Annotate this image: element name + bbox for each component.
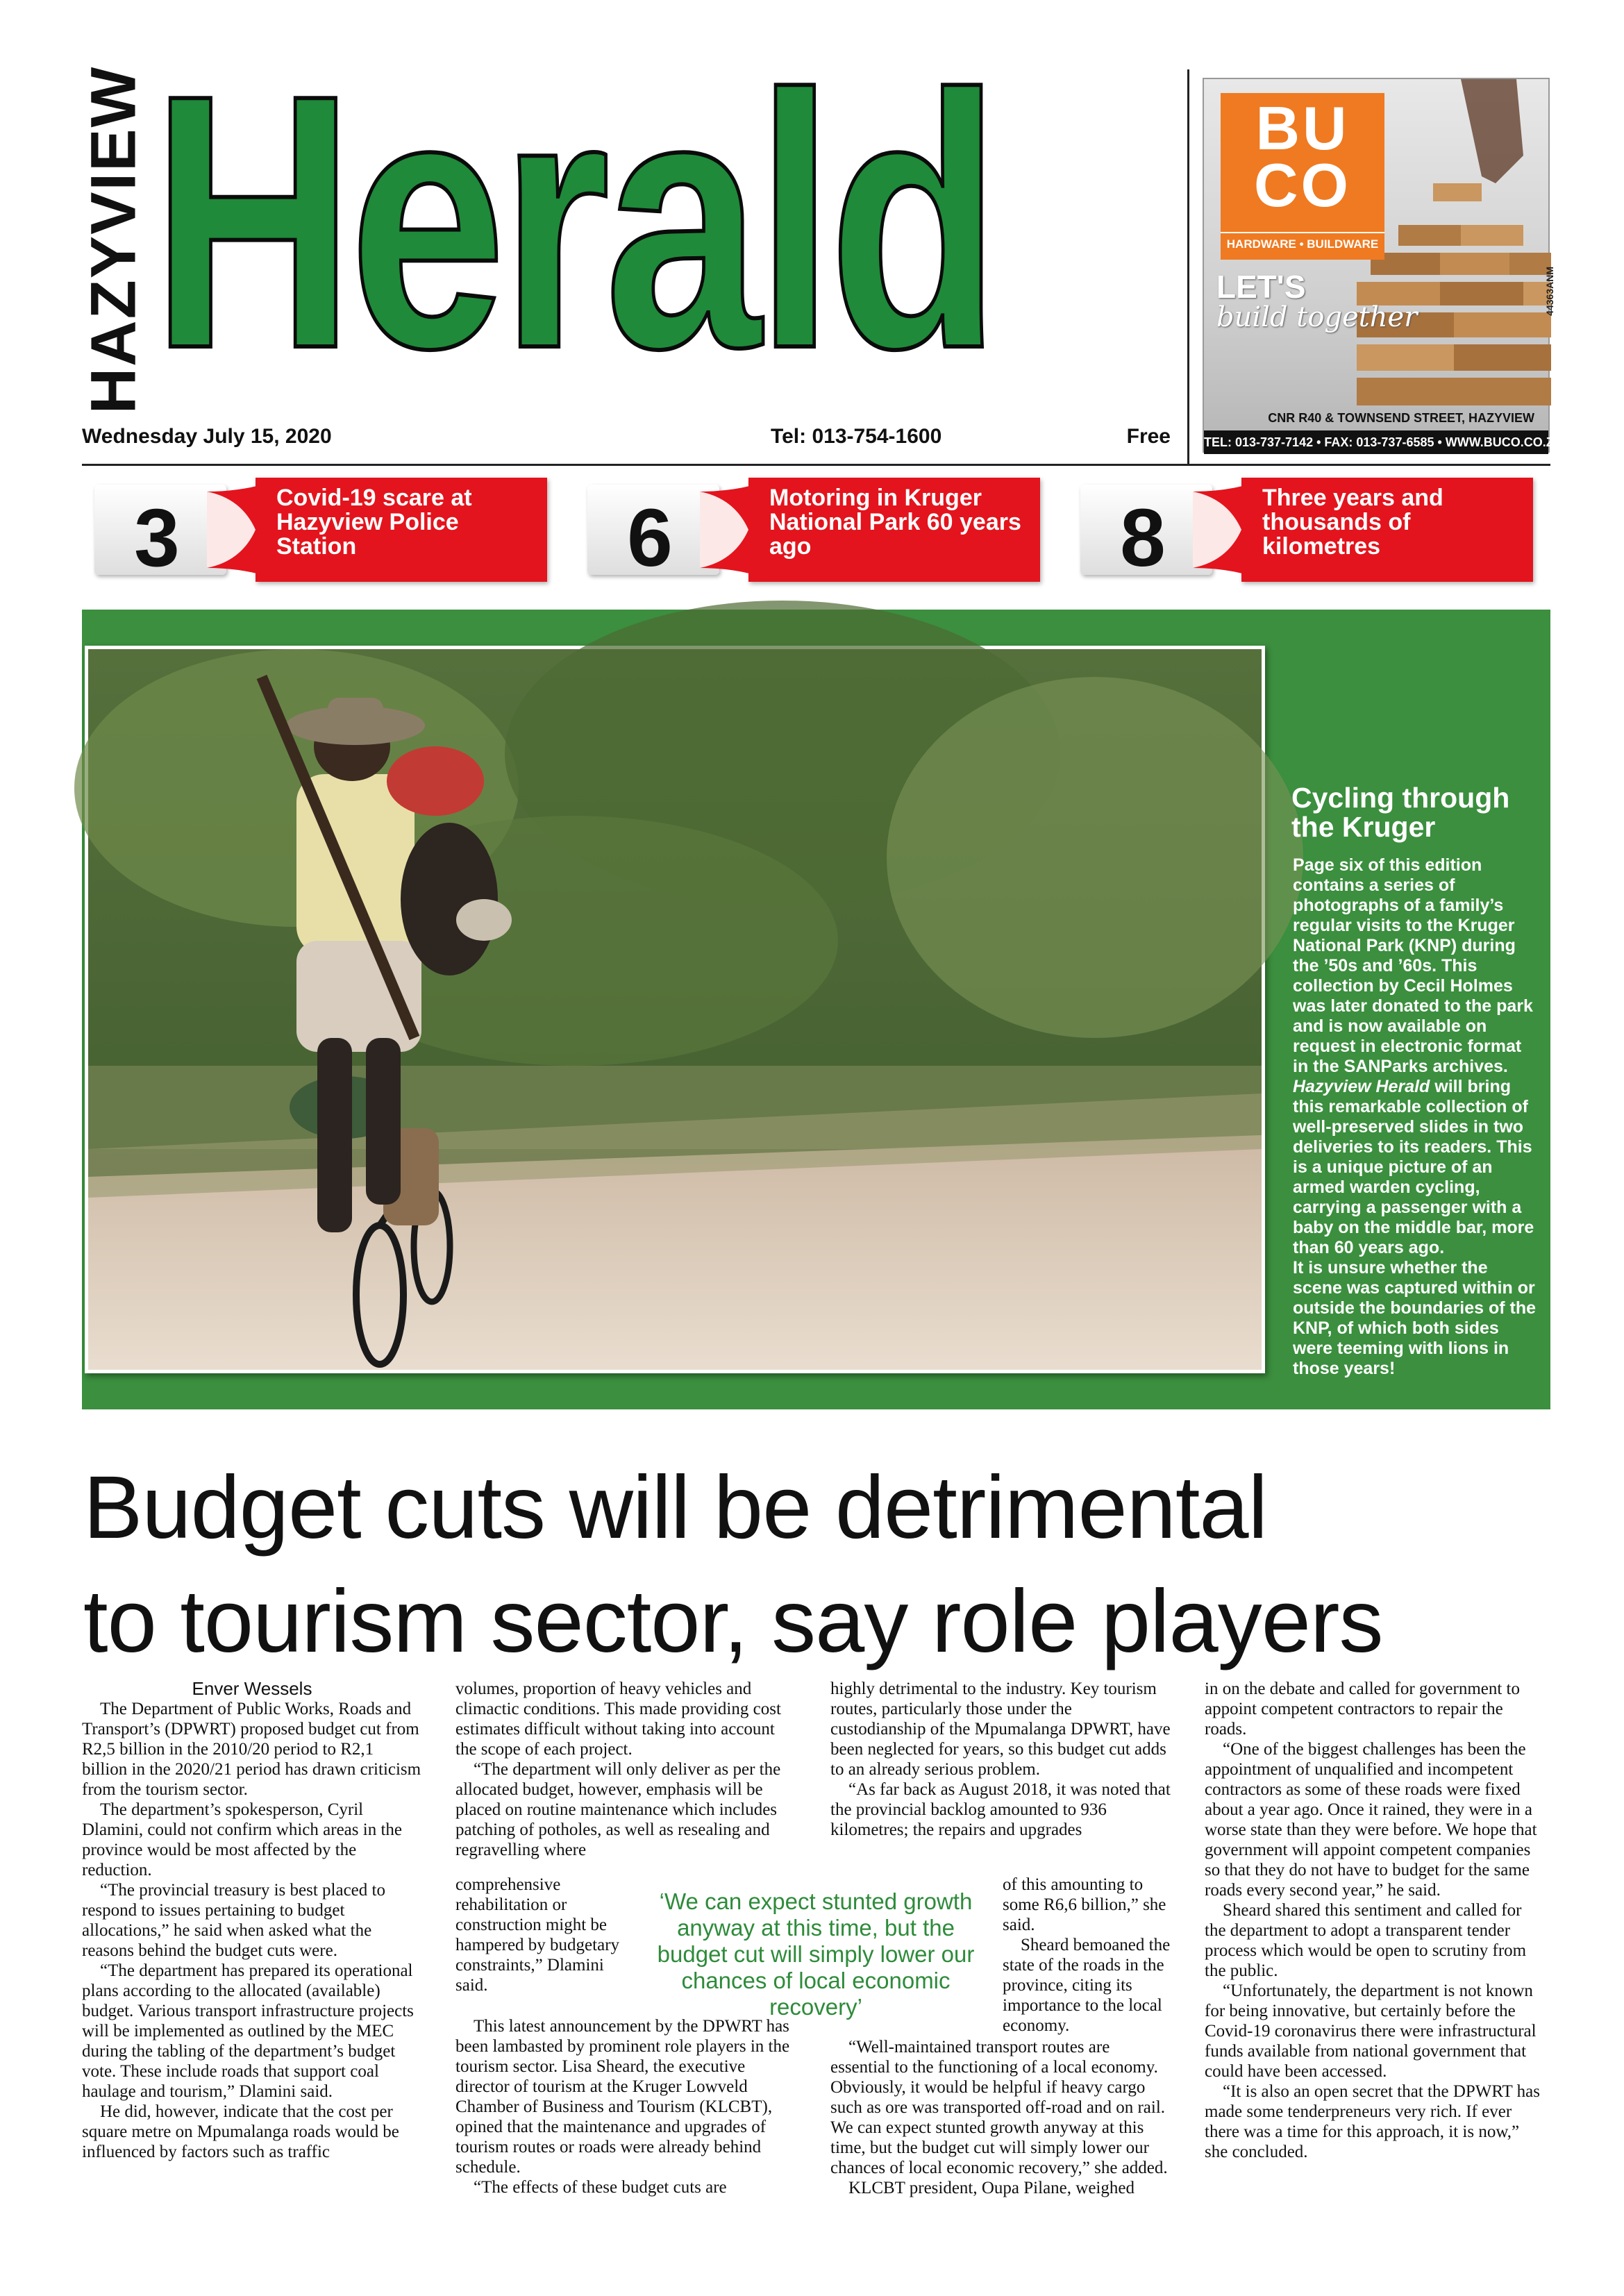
teaser-text: Motoring in Kruger National Park 60 years ago	[769, 485, 1021, 560]
paragraph: KLCBT president, Oupa Pilane, weighed	[848, 2179, 1135, 2197]
swoosh-icon	[1193, 478, 1269, 582]
pull-quote: ‘We can expect stunted growth anyway at this time, but the budget cut will simply lower our chances of local economic recovery’	[657, 1888, 975, 2020]
masthead-title: Herald	[151, 20, 996, 424]
paragraph: Sheard bemoaned the state of the roads in the province, citing its importance to the local economy.	[1003, 1936, 1171, 2035]
paragraph: He did, however, indicate that the cost per square metre on Mpumalanga roads would be influenced by factors such as traffic	[82, 2102, 399, 2161]
article-column-2-narrow	[455, 1875, 629, 1995]
article-column-2-bottom	[455, 2016, 796, 2197]
teaser-page-number: 3	[134, 492, 180, 584]
paragraph: volumes, proportion of heavy vehicles and climactic conditions. This made providing cost estimates difficult without taking into account the scope of each project.	[455, 1679, 781, 1759]
teaser-page-number: 6	[627, 492, 673, 584]
phone-number: Tel: 013-754-1600	[771, 425, 942, 448]
header-rule	[82, 464, 1550, 466]
paragraph: “The effects of these budget cuts are	[474, 2178, 727, 2197]
article-column-3-narrow	[1003, 1875, 1173, 2036]
cyclist-photo[interactable]	[85, 646, 1265, 1373]
teaser-page-6[interactable]	[575, 478, 1040, 582]
ad-slogan-line1: LET'S	[1216, 269, 1306, 305]
sidebar-body: Page six of this edition contains a series of photographs of a family’s regular visits to the Kruger National Park (KNP) during the ’50s and ’60s. This collection by Cecil Holmes was later donated to the park and is now available on request in electronic format in the SANParks archives. Hazyview Herald will bring this remarkable collection of well-preserved slides in two deliveries to its readers. This is a unique picture of an armed warden cycling, carrying a passenger with a baby on the middle bar, more than 60 years ago. It is unsure whether the scene was captured within or outside the boundaries of the KNP, of which both sides were teeming with lions in those years!	[1293, 855, 1537, 1378]
publication-name: Hazyview Herald	[1293, 1077, 1430, 1096]
ad-contact: TEL: 013-737-7142 • FAX: 013-737-6585 • WWW.BUCO.CO.ZA	[1204, 430, 1548, 454]
teaser-page-3[interactable]	[82, 478, 547, 582]
buco-advert[interactable]	[1203, 78, 1563, 453]
ad-slogan-line2: build together	[1216, 301, 1418, 333]
article-column-2	[455, 1679, 796, 1860]
paragraph: The department’s spokesperson, Cyril Dlamini, could not confirm which areas in the province would be most affected by the reduction.	[82, 1800, 402, 1879]
paragraph: highly detrimental to the industry. Key tourism routes, particularly those under the custodianship of the Mpumalanga DPWRT, have been neglected for years, so this budget cut adds to an already serious problem.	[830, 1679, 1171, 1779]
masthead-kicker: HAZYVIEW	[78, 65, 149, 414]
article-column-1	[82, 1679, 422, 2162]
article-column-3-bottom	[830, 2037, 1171, 2198]
ad-address: CNR R40 & TOWNSEND STREET, HAZYVIEW	[1268, 411, 1534, 425]
paragraph: This latest announcement by the DPWRT has been lambasted by prominent role players in the tourism sector. Lisa Sheard, the executive director of tourism at the Kruger Lowveld Chamber of Business and Tourism (KLCBT), opined that the maintenance and upgrades of tourism routes or roads were already behind schedule.	[455, 2017, 790, 2177]
paragraph: “The provincial treasury is best placed to respond to issues pertaining to budget allocations,” he said when asked what the reasons behind the budget cuts were.	[82, 1881, 385, 1960]
paragraph: The Department of Public Works, Roads and Transport’s (DPWRT) proposed budget cut from R2,5 billion in the 2010/20 period to R2,1 billion in the 2020/21 period has drawn criticism from the tourism sector.	[82, 1700, 421, 1799]
article-column-4	[1205, 1679, 1545, 2162]
paragraph: comprehensive rehabilitation or construction might be hampered by budgetary constraints,” Dlamini said.	[455, 1875, 620, 1995]
paragraph: Sheard shared this sentiment and called for the department to adopt a transparent tender process which would be open to scrutiny from the public.	[1205, 1901, 1527, 1980]
teaser-page-number: 8	[1120, 492, 1166, 584]
cyclist-illustration	[88, 649, 1262, 1370]
paragraph: “One of the biggest challenges has been the appointment of unqualified and incompetent contractors as some of these roads were fixed about a year ago. Once it rained, they were in a worse state than they were before. We hope that government will appoint competent companies so that they do not have to budget for the same roads every second year,” he said.	[1205, 1740, 1537, 1900]
swoosh-icon	[700, 478, 776, 582]
masthead-divider	[1187, 69, 1189, 465]
masthead	[78, 20, 1193, 458]
stacked-blocks-graphic	[1357, 79, 1551, 412]
ad-code: 44363ANM	[1544, 267, 1555, 316]
paragraph: “Unfortunately, the department is not known for being innovative, but certainly before the Covid-19 coronavirus there were infrastructural funds available from national government that could have been accessed.	[1205, 1981, 1537, 2081]
issue-date: Wednesday July 15, 2020	[82, 425, 332, 448]
main-headline: Budget cuts will be detrimental to tourism sector, say role players	[83, 1458, 1383, 1671]
byline: Enver Wessels	[192, 1678, 312, 1699]
sidebar-title: Cycling through the Kruger	[1291, 782, 1510, 843]
paragraph: “As far back as August 2018, it was noted that the provincial backlog amounted to 936 kilometres; the repairs and upgrades	[830, 1780, 1171, 1839]
price-label: Free	[1126, 425, 1171, 448]
teaser-text: Covid-19 scare at Hazyview Police Station	[276, 485, 472, 560]
masthead-infoline	[82, 425, 1171, 453]
paragraph: “The department will only deliver as per the allocated budget, however, emphasis will be placed on routine maintenance which includes patching of potholes, as well as resealing and regravelling where	[455, 1760, 781, 1859]
paragraph: “The department has prepared its operational plans according to the allocated (available) budget. Various transport infrastructure projects will be implemented as outlined by the MEC during the tabling of the department’s budget vote. These include roads that support coal haulage and tourism,” Dlamini said.	[82, 1961, 414, 2101]
paragraph: of this amounting to some R6,6 billion,” she said.	[1003, 1875, 1166, 1934]
swoosh-icon	[207, 478, 283, 582]
buco-logo: BU CO HARDWARE • BUILDWARE	[1221, 93, 1384, 260]
teaser-text: Three years and thousands of kilometres	[1262, 485, 1443, 560]
teaser-page-8[interactable]	[1068, 478, 1533, 582]
paragraph: “It is also an open secret that the DPWRT has made some tenderpreneurs very rich. If ever there was a time for this approach, it is now,” she concluded.	[1205, 2082, 1540, 2161]
article-column-3	[830, 1679, 1171, 1840]
paragraph: in on the debate and called for government to appoint competent contractors to repair the roads.	[1205, 1679, 1521, 1738]
paragraph: “Well-maintained transport routes are essential to the functioning of a local economy. Obviously, it would be helpful if heavy cargo such as ore was transported off-road and on rail. We can expect stunted growth anyway at this time, but the budget cut will simply lower our chances of local economic recovery,” she added.	[830, 2038, 1168, 2177]
